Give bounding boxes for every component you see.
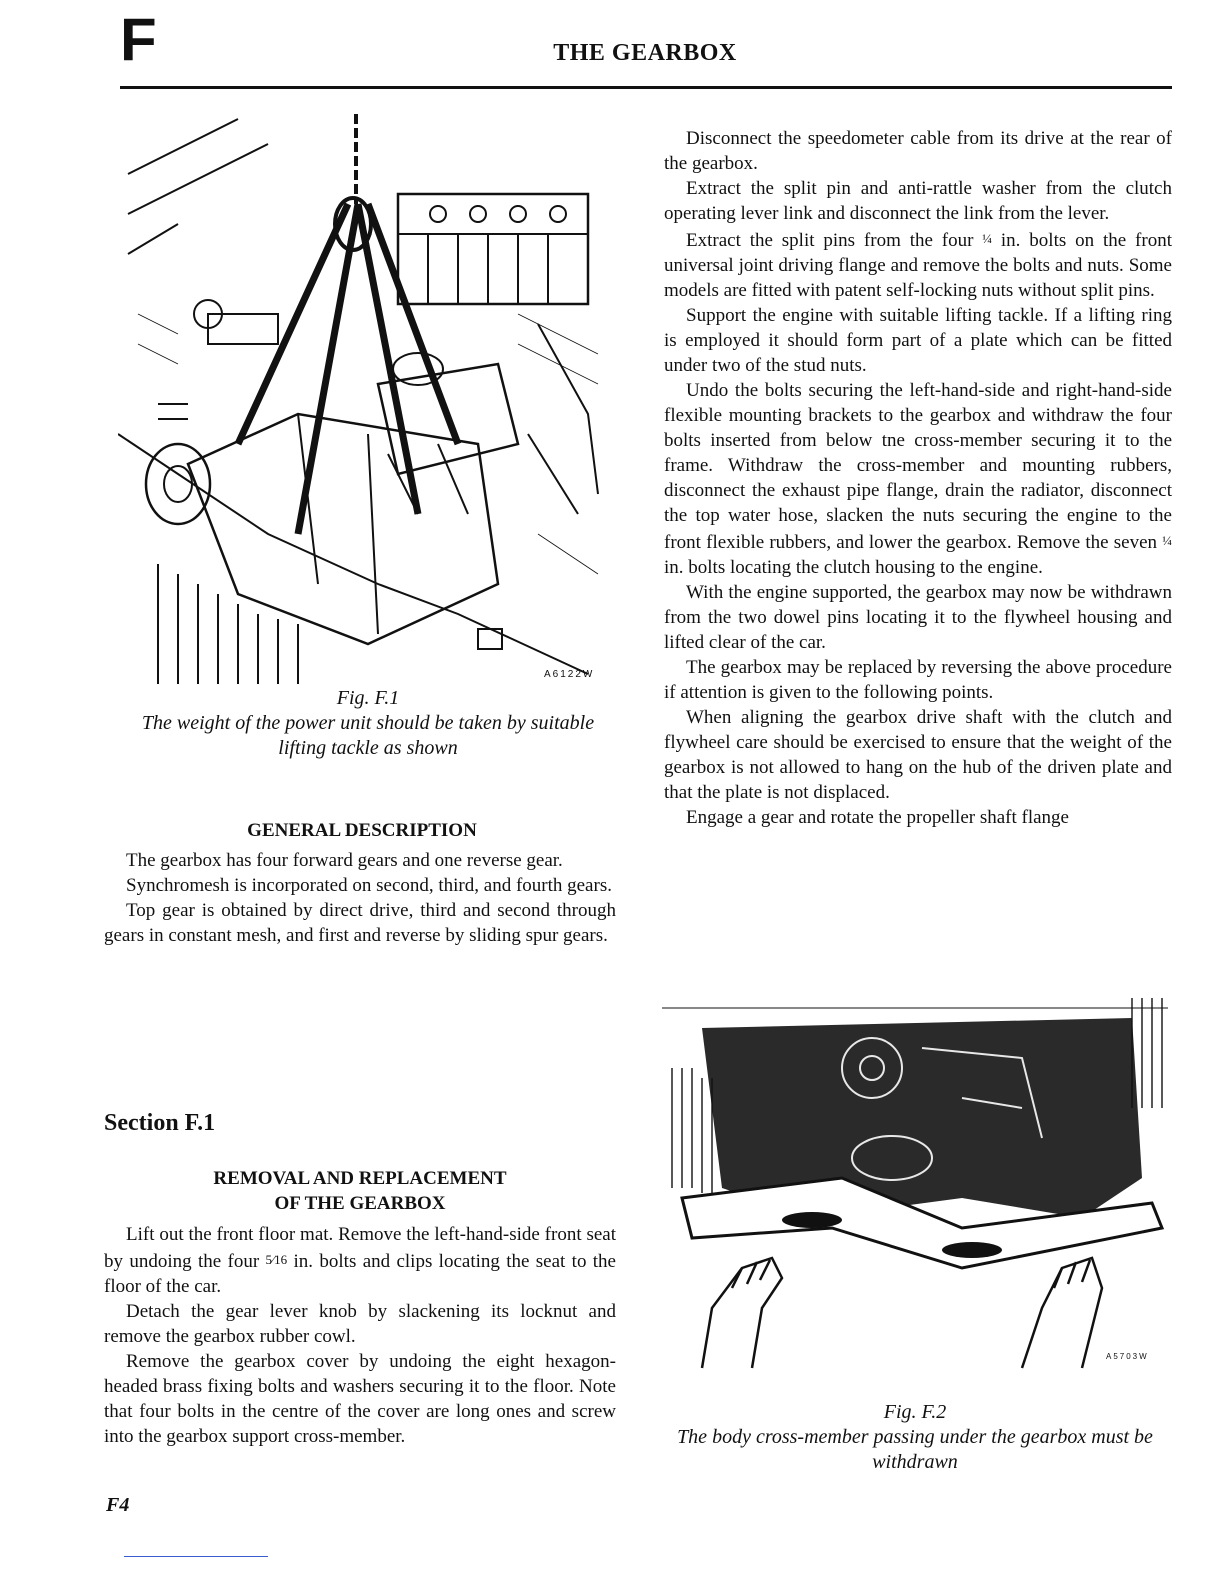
cross-member-illustration <box>662 988 1168 1370</box>
removal-text <box>104 1222 616 1449</box>
section-title: Section F.1 <box>104 1110 216 1136</box>
paragraph: When aligning the gearbox drive shaft with the clutch and flywheel care should be exercised to ensure that the weight of the gearbox is not allowed to hang on the hub of the driven plate and that the plate is not displaced. <box>664 707 1172 803</box>
fraction: ¼ <box>1162 533 1172 548</box>
right-column-text <box>664 126 1172 830</box>
figure-code: A6122W <box>544 669 595 680</box>
page-number: F4 <box>106 1494 130 1516</box>
figure1-label: Fig. F.1 <box>336 687 400 709</box>
general-description-heading: GENERAL DESCRIPTION <box>247 820 477 841</box>
figure1-caption: The weight of the power unit should be taken by suitable lifting tackle as shown <box>141 712 595 759</box>
paragraph: The gearbox may be replaced by reversing the above procedure if attention is given to the following points. <box>664 657 1172 703</box>
figure1-caption-block <box>120 686 616 761</box>
paragraph: Synchromesh is incorporated on second, third, and fourth gears. <box>126 875 612 896</box>
fraction: 5⁄16 <box>265 1252 288 1267</box>
paragraph: Disconnect the speedometer cable from its drive at the rear of the gearbox. <box>664 128 1172 174</box>
removal-heading <box>104 1166 616 1216</box>
removal-heading-line2: OF THE GEARBOX <box>274 1193 446 1214</box>
text-run: Extract the split pins from the four <box>686 230 983 251</box>
page-title: THE GEARBOX <box>553 40 737 66</box>
paragraph: With the engine supported, the gearbox may now be withdrawn from the two dowel pins locating it to the flywheel housing and lifted clear of the car. <box>664 582 1172 653</box>
paragraph: Top gear is obtained by direct drive, third and second through gears in constant mesh, and first and reverse by sliding spur gears. <box>104 900 616 946</box>
section-letter: F <box>120 6 157 73</box>
figure2-caption-block <box>662 1400 1168 1475</box>
paragraph: The gearbox has four forward gears and one reverse gear. <box>126 850 563 871</box>
text-run: in. bolts and clips locating the seat to the floor of the car. <box>104 1251 616 1297</box>
figure2-caption: The body cross-member passing under the gearbox must be withdrawn <box>677 1426 1153 1473</box>
text-run: in. bolts on the front universal joint driving flange and remove the bolts and nuts. Some models are fitted with patent self-locking nuts without split pins. <box>664 230 1172 301</box>
paragraph <box>104 1222 616 1299</box>
engine-lifting-illustration <box>118 114 616 690</box>
bottom-rule <box>124 1556 268 1557</box>
text-run: in. bolts locating the clutch housing to the engine. <box>664 557 1043 578</box>
figure-code: A5703W <box>1106 1352 1149 1361</box>
figure-cross-member <box>662 988 1168 1370</box>
removal-heading-line1: REMOVAL AND REPLACEMENT <box>213 1168 507 1189</box>
paragraph: Engage a gear and rotate the propeller shaft flange <box>686 807 1069 828</box>
header-rule <box>120 86 1172 89</box>
paragraph: Support the engine with suitable lifting tackle. If a lifting ring is employed it should form part of a plate which can be fitted under two of the stud nuts. <box>664 305 1172 376</box>
paragraph: Remove the gearbox cover by undoing the eight hexagon-headed brass fixing bolts and washers securing it to the floor. Note that four bolts in the centre of the cover are long ones and screw into the gearbox support cross-member. <box>104 1351 616 1447</box>
text-run: Undo the bolts securing the left-hand-side and right-hand-side flexible mounting brackets to the gearbox and withdraw the four bolts inserted from below tne cross-member securing it to the frame. Withdraw the cross-member and mounting rubbers, disconnect the exhaust pipe flange, drain the radiator, disconnect the top water hose, slacken the nuts securing the engine to the front flexible rubbers, and lower the gearbox. Remove the seven <box>664 380 1172 553</box>
paragraph <box>664 378 1172 580</box>
text-run: Lift out the front floor mat. Remove the left-hand-side front seat by undoing the four <box>104 1224 616 1272</box>
paragraph <box>664 226 1172 303</box>
paragraph: Detach the gear lever knob by slackening its locknut and remove the gearbox rubber cowl. <box>104 1301 616 1347</box>
fraction: ¼ <box>982 231 993 246</box>
figure-engine-lifting-tackle <box>118 114 616 690</box>
paragraph: Extract the split pin and anti-rattle washer from the clutch operating lever link and disconnect the link from the lever. <box>664 178 1172 224</box>
figure2-label: Fig. F.2 <box>883 1401 947 1423</box>
general-description-text <box>104 848 616 948</box>
